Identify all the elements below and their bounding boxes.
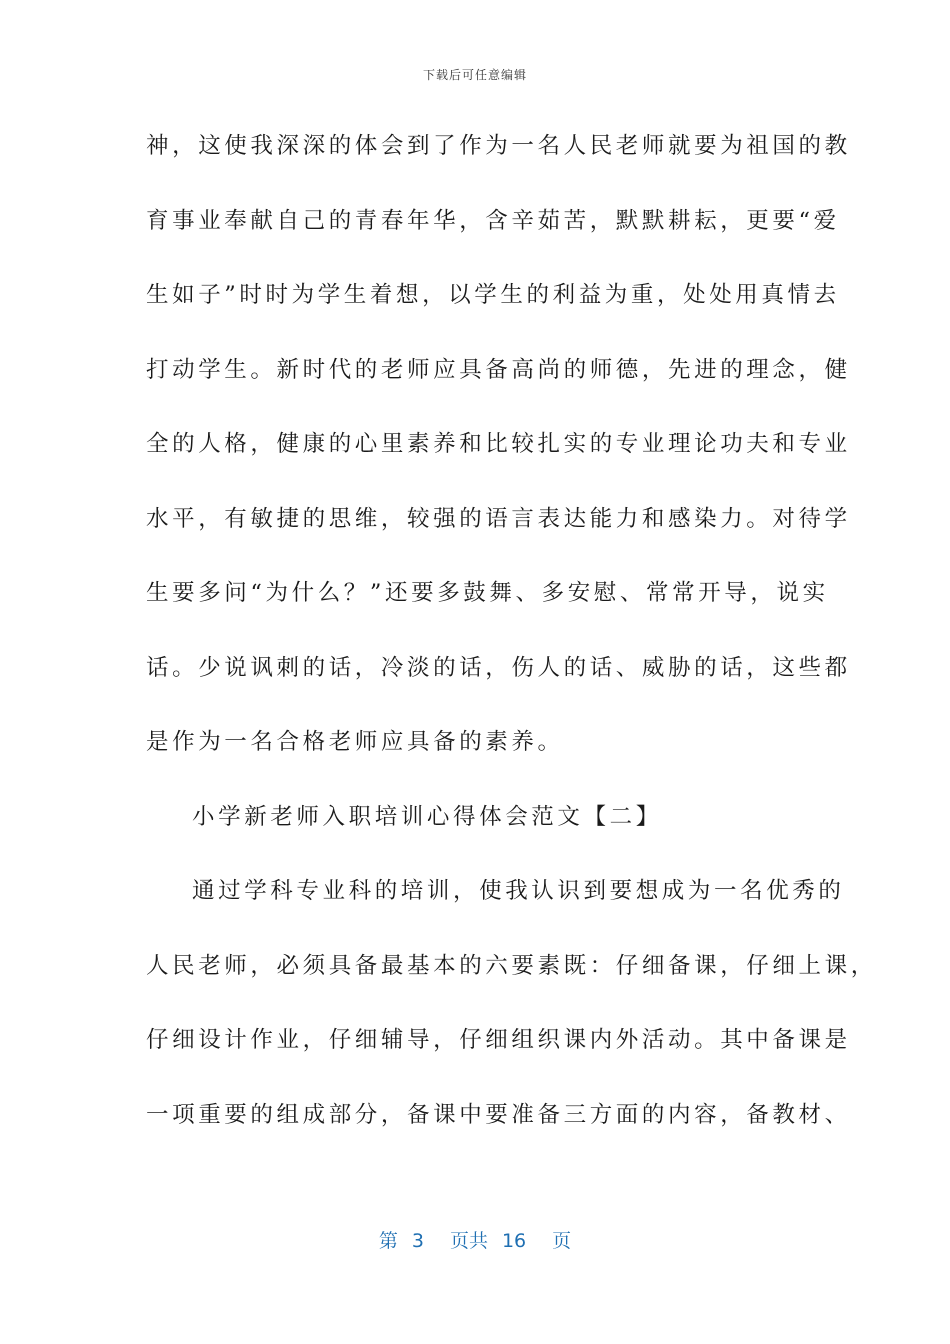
page-footer — [0, 1226, 950, 1253]
footer-prefix: 第 — [378, 1230, 398, 1252]
paragraph-1-line-8: 话。少说讽刺的话，冷淡的话，伤人的话、威胁的话，这些都 — [146, 654, 851, 681]
paragraph-1-line-4: 打动学生。新时代的老师应具备高尚的师德，先进的理念，健 — [146, 356, 851, 383]
footer-suffix: 页 — [552, 1230, 572, 1252]
paragraph-2-line-1: 通过学科专业科的培训，使我认识到要想成为一名优秀的 — [192, 878, 845, 904]
paragraph-1-line-9: 是作为一名合格老师应具备的素养。 — [146, 729, 564, 755]
paragraph-2-line-4: 一项重要的组成部分，备课中要准备三方面的内容，备教材、 — [146, 1101, 851, 1128]
paragraph-1-line-5: 全的人格，健康的心里素养和比较扎实的专业理论功夫和专业 — [146, 431, 851, 457]
paragraph-1-line-7: 生要多问“为什么？”还要多鼓舞、多安慰、常常开导，说实 — [146, 580, 829, 606]
footer-current-page: 3 — [411, 1230, 424, 1252]
footer-middle: 页共 — [449, 1230, 488, 1252]
paragraph-2-line-3: 仔细设计作业，仔细辅导，仔细组织课内外活动。其中备课是 — [146, 1027, 851, 1053]
paragraph-1-line-3: 生如子”时时为学生着想，以学生的利益为重，处处用真情去 — [146, 282, 840, 308]
document-body — [146, 120, 877, 1163]
paragraph-1-line-1: 神，这使我深深的体会到了作为一名人民老师就要为祖国的教 — [146, 133, 851, 159]
section-title: 小学新老师入职培训心得体会范文【二】 — [192, 803, 662, 830]
paragraph-1-line-2: 育事业奉献自己的青春年华，含辛茹苦，默默耕耘，更要“爱 — [146, 207, 840, 234]
page-header: 下载后可任意编辑 — [422, 68, 527, 82]
paragraph-2-line-2: 人民老师，必须具备最基本的六要素既：仔细备课，仔细上课， — [146, 952, 877, 979]
paragraph-1-line-6: 水平，有敏捷的思维，较强的语言表达能力和感染力。对待学 — [146, 505, 851, 532]
footer-total-pages: 16 — [501, 1230, 527, 1252]
